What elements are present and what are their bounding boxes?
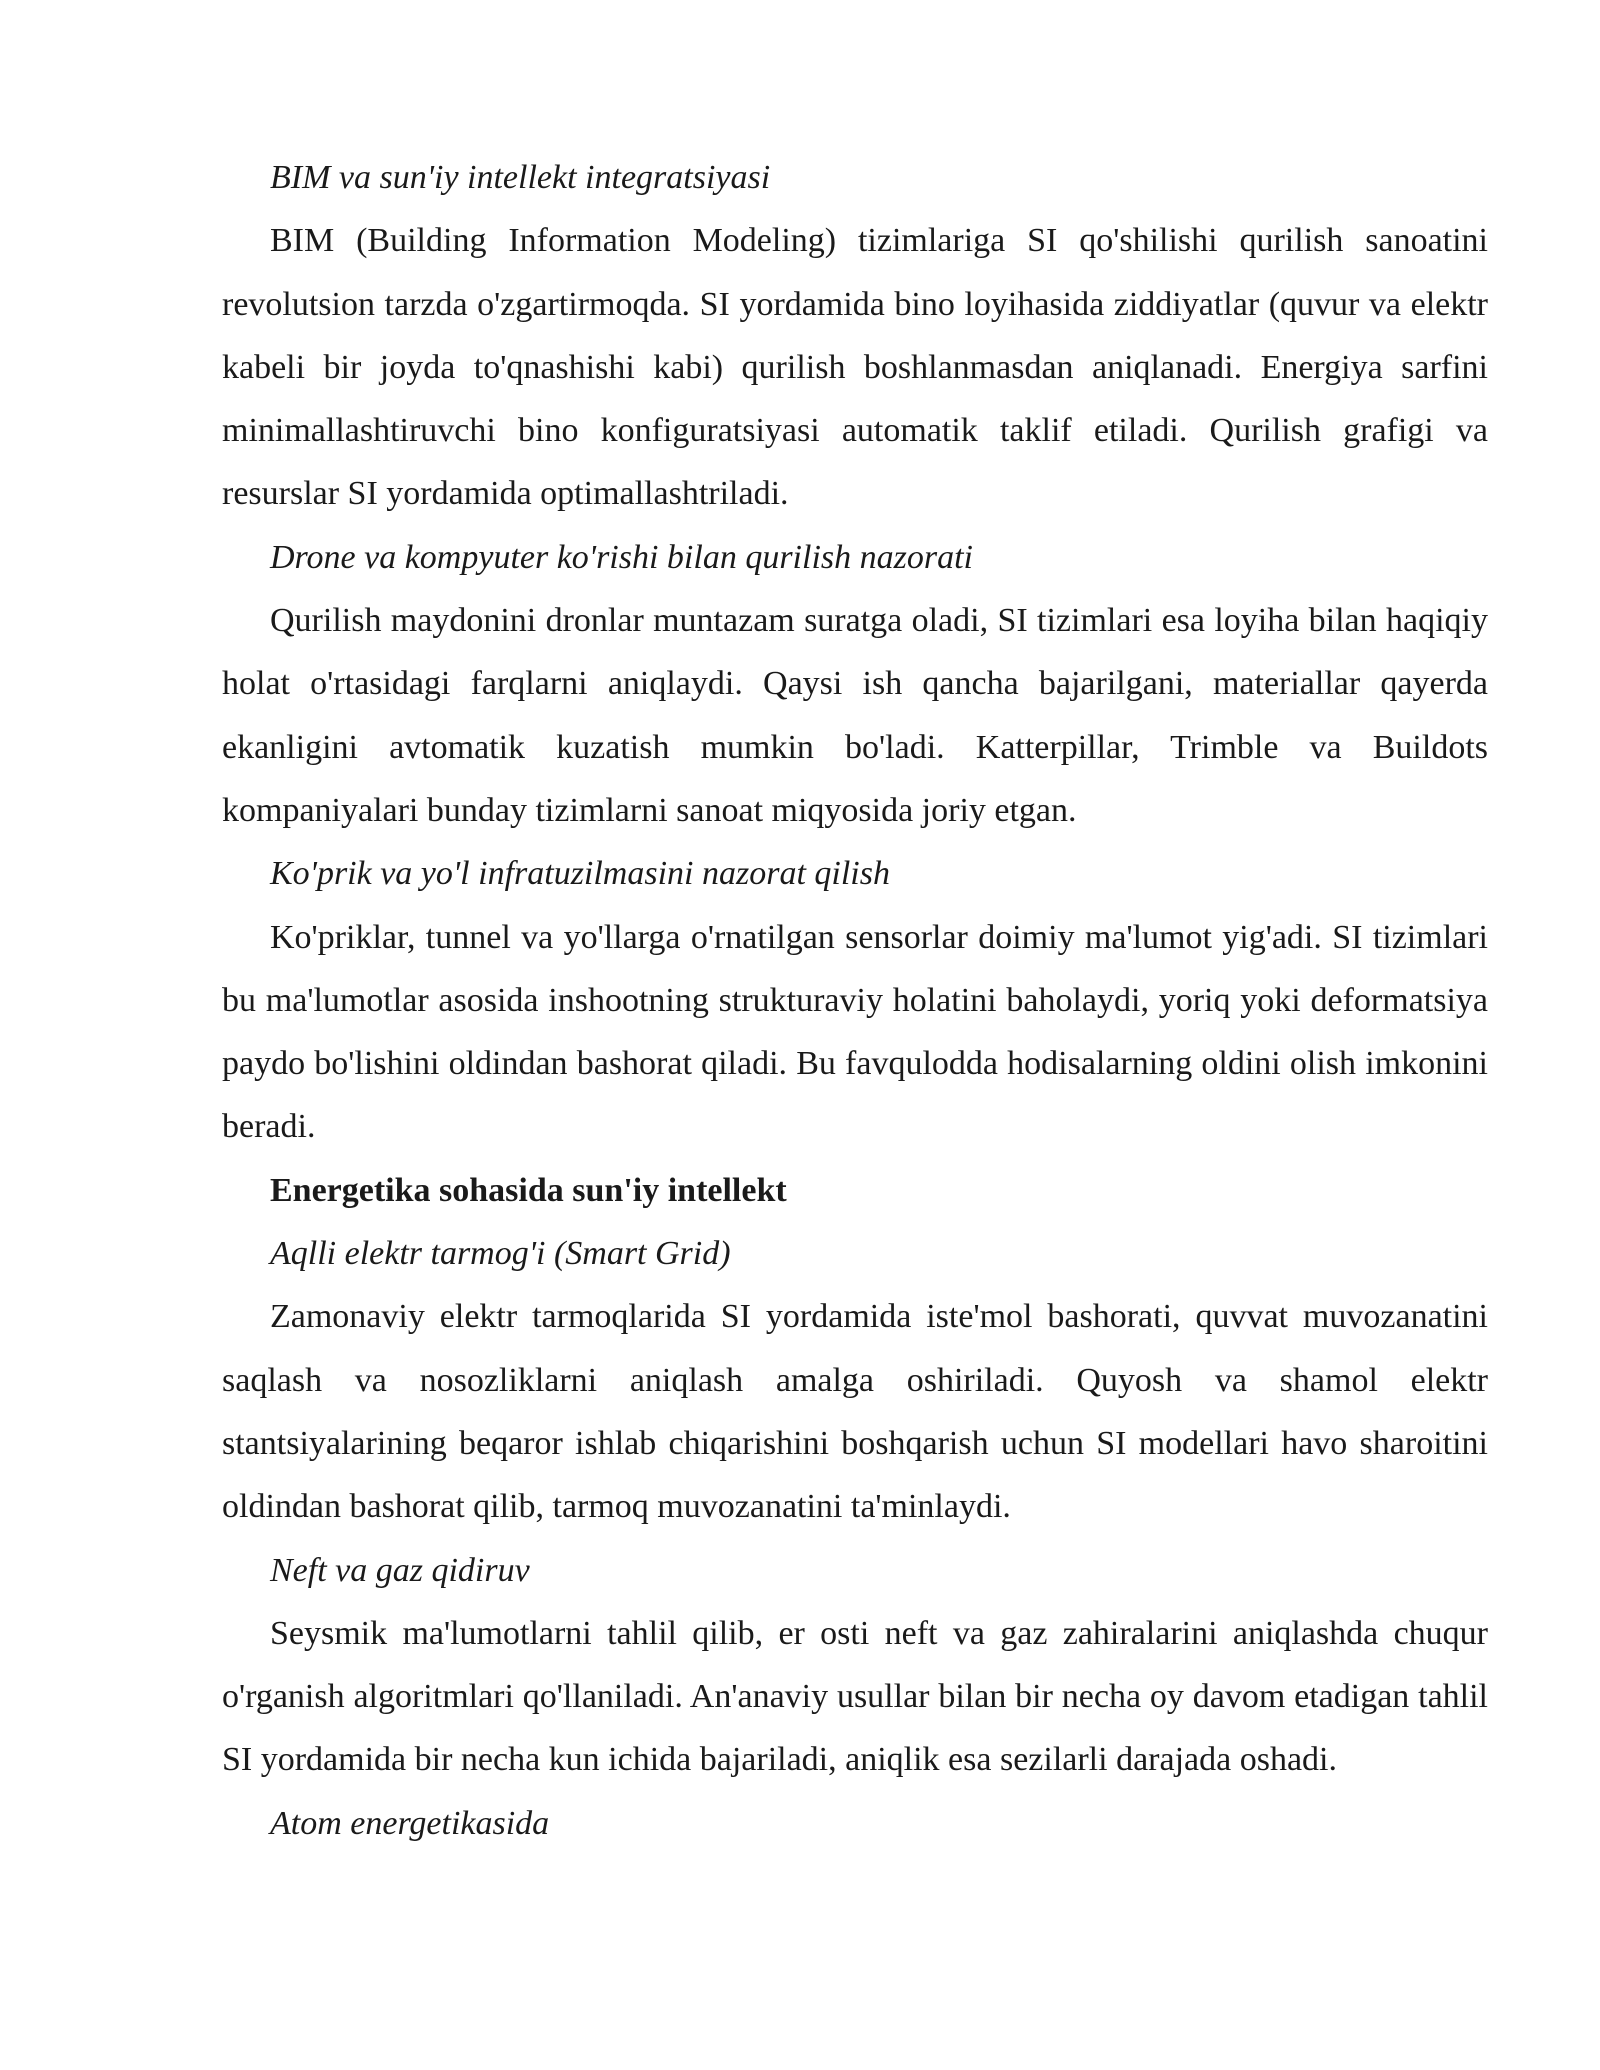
subheading-oil-gas: Neft va gaz qidiruv: [270, 1551, 530, 1589]
paragraph-oil-gas: Seysmik ma'lumotlarni tahlil qilib, er osti neft va gaz zahiralarini aniqlashda chuqur o'rganish algoritmlari qo'llaniladi. An'anaviy usullar bilan bir necha oy davom etadigan tahlil SI yordamida bir necha kun ichida bajariladi, aniqlik esa sezilarli darajada oshadi.: [222, 1614, 1488, 1779]
section-heading-energy: Energetika sohasida sun'iy intellekt: [270, 1171, 787, 1209]
subheading-smart-grid: Aqlli elektr tarmog'i (Smart Grid): [270, 1235, 731, 1273]
paragraph-drone-vision: Qurilish maydonini dronlar muntazam suratga oladi, SI tizimlari esa loyiha bilan haqiqiy holat o'rtasidagi farqlarni aniqlaydi. Qaysi ish qancha bajarilgani, materiallar qayerda ekanligini avtomatik kuzatish mumkin bo'ladi. Katterpillar, Trimble va Buildots kompaniyalari bunday tizimlarni sanoat miqyosida joriy etgan.: [222, 602, 1488, 829]
subheading-nuclear: Atom energetikasida: [270, 1804, 550, 1842]
subheading-bridge-road: Ko'prik va yo'l infratuzilmasini nazorat qilish: [270, 855, 890, 893]
paragraph-bim-ai: BIM (Building Information Modeling) tizimlariga SI qo'shilishi qurilish sanoatini revolutsion tarzda o'zgartirmoqda. SI yordamida bino loyihasida ziddiyatlar (quvur va elektr kabeli bir joyda to'qnashishi kabi) qurilish boshlanmasdan aniqlanadi. Energiya sarfini minimallashtiruvchi bino konfiguratsiyasi automatik taklif etiladi. Qurilish grafigi va resurslar SI yordamida optimallashtriladi.: [222, 222, 1488, 513]
paragraph-bridge-road: Ko'priklar, tunnel va yo'llarga o'rnatilgan sensorlar doimiy ma'lumot yig'adi. SI tizimlari bu ma'lumotlar asosida inshootning strukturaviy holatini baholaydi, yoriq yoki deformatsiya paydo bo'lishini oldindan bashorat qiladi. Bu favqulodda hodisalarning oldini olish imkonini beradi.: [222, 918, 1488, 1146]
subheading-drone-vision: Drone va kompyuter ko'rishi bilan qurilish nazorati: [270, 538, 973, 576]
subheading-bim-ai: BIM va sun'iy intellekt integratsiyasi: [270, 159, 771, 196]
document-page: [222, 146, 1488, 1855]
paragraph-smart-grid: Zamonaviy elektr tarmoqlarida SI yordamida iste'mol bashorati, quvvat muvozanatini saqlash va nosozliklarni aniqlash amalga oshiriladi. Quyosh va shamol elektr stantsiyalarining beqaror ishlab chiqarishini boshqarish uchun SI modellari havo sharoitini oldindan bashorat qilib, tarmoq muvozanatini ta'minlaydi.: [222, 1298, 1488, 1526]
